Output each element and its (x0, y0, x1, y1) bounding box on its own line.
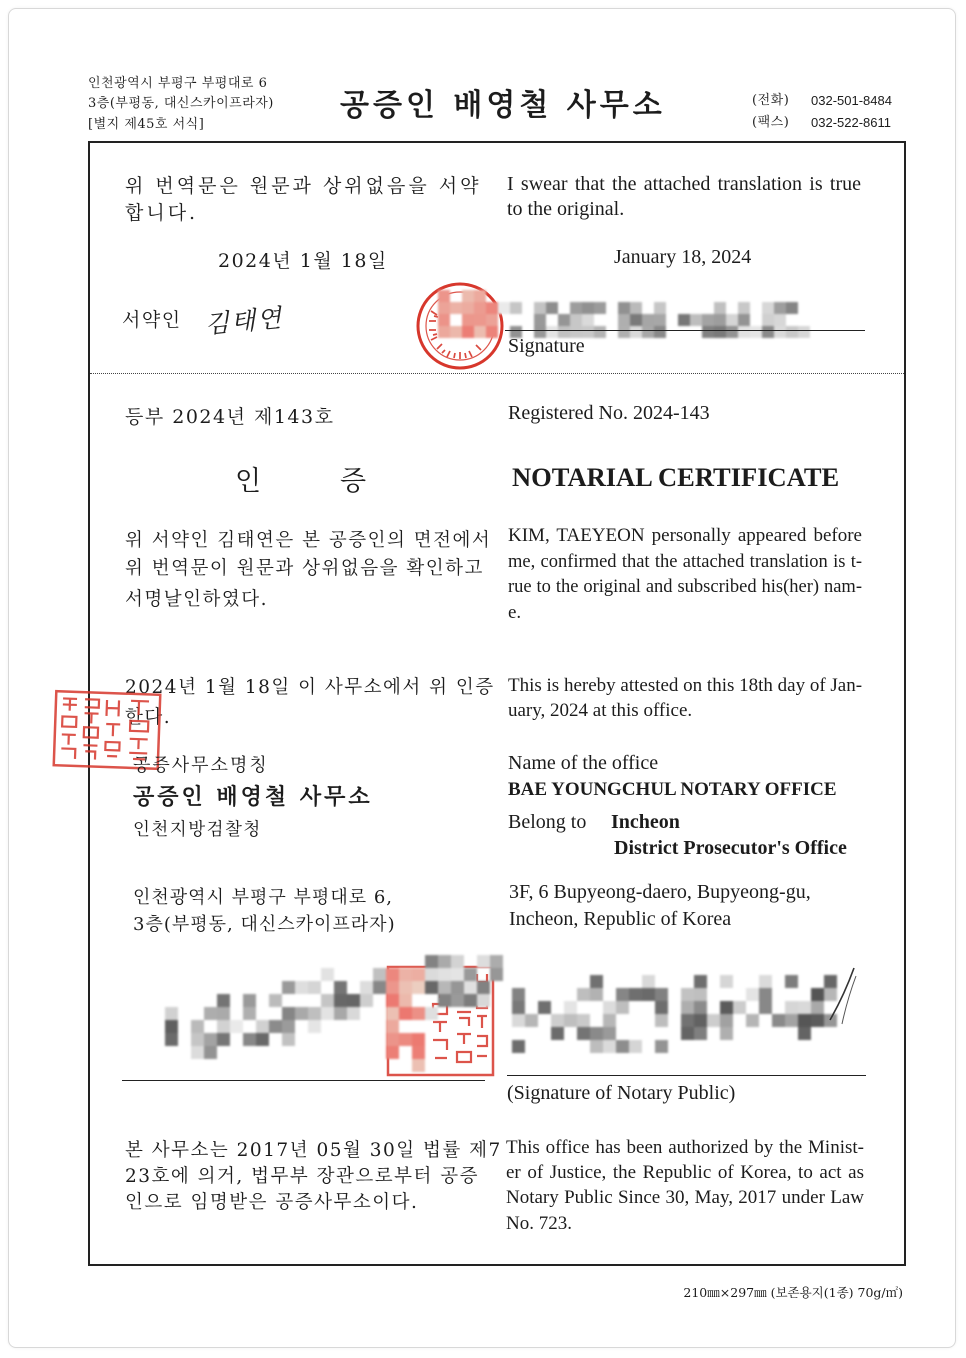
signature-label: Signature (508, 335, 585, 357)
en-registration-number: Registered No. 2024-143 (508, 402, 710, 424)
en-authorization-line-3: Notary Public Since 30, May, 2017 under Law (506, 1187, 864, 1208)
en-certificate-title: NOTARIAL CERTIFICATE (512, 462, 840, 492)
ko-address-line-1: 인천광역시 부평구 부평대로 6, (133, 887, 393, 908)
ko-office-belong: 인천지방검찰청 (133, 820, 262, 840)
en-office-name: BAE YOUNGCHUL NOTARY OFFICE (508, 779, 837, 800)
en-address-line-2: Incheon, Republic of Korea (509, 908, 732, 930)
ko-attest-line-2: 한다. (125, 707, 172, 728)
signer-signature: 김태연 (203, 303, 285, 339)
fax-label: (팩스) (752, 115, 790, 130)
redacted-notary-signature-left (165, 955, 495, 1075)
oath-ko-date: 2024년 1월 18일 (218, 250, 388, 272)
oath-en-line-2: to the original. (507, 198, 625, 220)
en-belong-line-2: District Prosecutor's Office (614, 837, 847, 859)
notary-signature-line-left (122, 1080, 485, 1081)
en-address-line-1: 3F, 6 Bupyeong-daero, Bupyeong-gu, (509, 881, 811, 903)
phone-label: (전화) (752, 93, 790, 108)
oath-en-date: January 18, 2024 (614, 246, 752, 268)
signature-flourish (512, 962, 862, 1062)
en-statement-line-3: rue to the original and subscribed his(her) nam- (508, 577, 862, 597)
phone-number: 032-501-8484 (811, 93, 892, 108)
fax-number: 032-522-8611 (811, 115, 891, 130)
ko-office-name-label: 공증사무소명칭 (133, 755, 269, 776)
signer-label: 서약인 (122, 309, 182, 331)
en-authorization-line-1: This office has been authorized by the Minist- (506, 1137, 864, 1158)
signer-signature-line (505, 330, 865, 331)
ko-statement-line-2: 위 번역문이 원문과 상위없음을 확인하고 (125, 558, 484, 579)
office-title: 공증인 배영철 사무소 (340, 88, 666, 123)
ko-attest-line-1: 2024년 1월 18일 이 사무소에서 위 인증 (125, 677, 495, 698)
ko-office-name: 공증인 배영철 사무소 (133, 784, 373, 810)
oath-ko-line-2: 합니다. (125, 202, 199, 224)
en-statement-line-1: KIM, TAEYEON personally appeared before (508, 525, 862, 546)
ko-authorization-line-2: 23호에 의거, 법무부 장관으로부터 공증 (125, 1166, 480, 1187)
en-belong-label: Belong to (508, 811, 587, 833)
header-address-line-2: 3층(부평동, 대신스카이프라자) (88, 96, 274, 111)
en-attest-line-1: This is hereby attested on this 18th day of Jan- (508, 675, 863, 696)
section-divider (90, 373, 904, 374)
en-statement-line-4: e. (508, 602, 522, 623)
en-authorization-line-4: No. 723. (506, 1213, 572, 1234)
en-belong-line-1: Incheon (611, 811, 680, 833)
ko-authorization-line-3: 인으로 임명받은 공증사무소이다. (125, 1192, 419, 1213)
ko-authorization-line-1: 본 사무소는 2017년 05월 30일 법률 제7 (125, 1140, 502, 1161)
form-label: [별지 제45호 서식] (88, 117, 205, 132)
ko-address-line-2: 3층(부평동, 대신스카이프라자) (133, 914, 396, 935)
oath-en-line-1: I swear that the attached translation is true (507, 173, 861, 195)
en-statement-line-2: me, confirmed that the attached translation is t- (508, 552, 862, 572)
en-attest-line-2: uary, 2024 at this office. (508, 700, 693, 721)
oath-ko-line-1: 위 번역문은 원문과 상위없음을 서약 (125, 175, 482, 197)
ko-statement-line-3: 서명날인하였다. (125, 589, 268, 610)
en-authorization-line-2: er of Justice, the Republic of Korea, to act as (506, 1162, 864, 1183)
paper-spec: 210㎜×297㎜ (보존용지(1종) 70g/㎡) (683, 1285, 903, 1300)
ko-statement-line-1: 위 서약인 김태연은 본 공증인의 면전에서 (125, 530, 492, 551)
en-office-name-label: Name of the office (508, 752, 659, 774)
ko-title-char-1: 인 (235, 466, 263, 497)
notary-signature-caption: (Signature of Notary Public) (507, 1082, 736, 1104)
notary-signature-line-right (507, 1075, 866, 1076)
ko-registration-number: 등부 2024년 제143호 (125, 406, 335, 428)
ko-title-char-2: 증 (340, 466, 368, 497)
header-address-line-1: 인천광역시 부평구 부평대로 6 (88, 76, 268, 91)
